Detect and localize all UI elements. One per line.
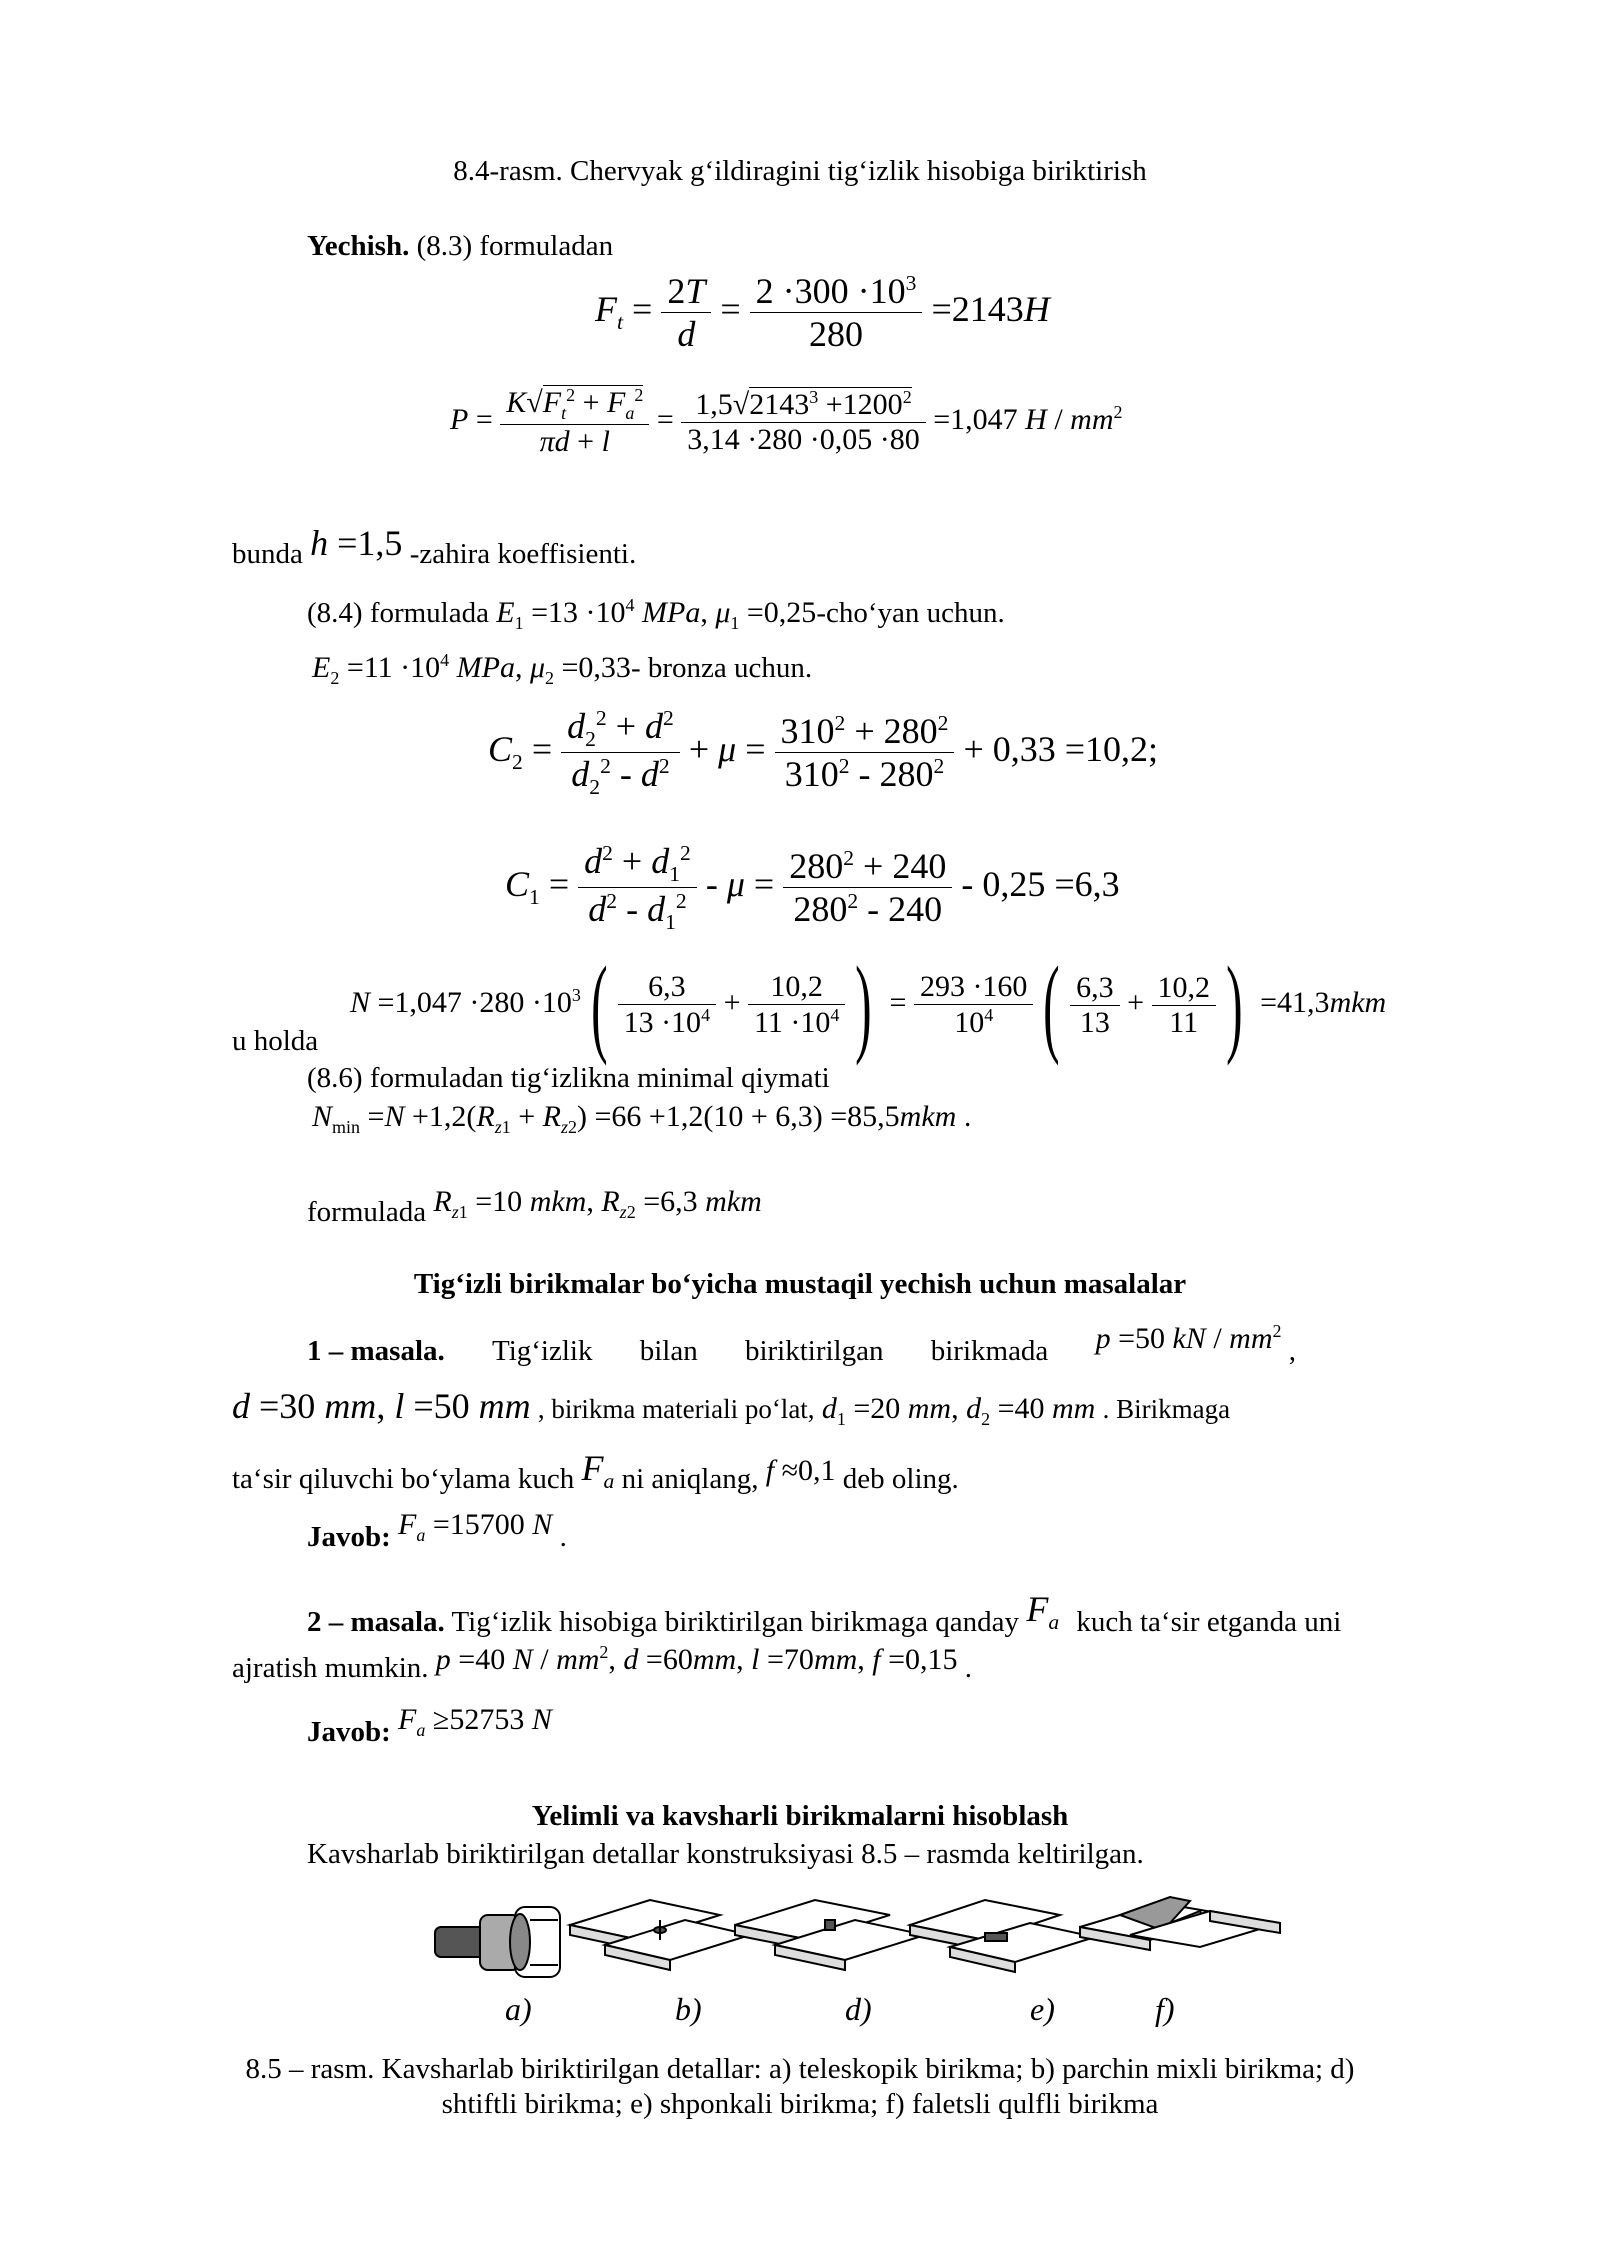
bunda-pre: bunda xyxy=(232,538,303,570)
formula-c1: $C_1$ = $\frac{d^2 + d_1^2}{d^2 - d_1^2}$ - μ = $\frac{280^2 + 240}{280^2 - 240}$ - 0,25 =6,3 xyxy=(505,841,1120,935)
formulada-line: formulada $R_{z1} =10$ mkm, $R_{z2} =6,3$ mkm xyxy=(307,1185,762,1228)
task1-line3: ta‘sir qiluvchi bo‘ylama kuch $F_a$ ni aniqlang, f ≈0,1 deb oling. xyxy=(232,1448,959,1495)
formula-nmin: $N_{min} =N +1,2(R_{z1} + R_{z2}) =66 +1,2(10 + 6,3) =85,5mkm$ . xyxy=(312,1100,972,1137)
task1-line2: d =30 mm, l =50 mm , birikma materiali po‘lat, $d_1 =20$ mm, $d_2 =40$ mm . Birikmaga xyxy=(232,1386,1231,1429)
bunda-line: bunda h =1,5 -zahira koeffisienti. xyxy=(232,523,637,570)
section-title-2: Yelimli va kavsharli birikmalarni hisoblash xyxy=(531,1800,1069,1832)
line-84: (8.4) formulada $E_1 =13 \cdot 10^4$ MPa, $\mu_1$ =0,25-cho‘yan uchun. xyxy=(307,595,1005,633)
task2-line2: ajratish mumkin. p =40 N / $mm^2$, d =60mm, l =70mm, f =0,15 . xyxy=(232,1642,973,1684)
section-title-1: Tig‘izli birikmalar bo‘yicha mustaqil yechish uchun masalalar xyxy=(413,1268,1187,1300)
task1-line1: 1 – masala. Tig‘izlik bilan biriktirilgan birikmada p =50 kN / $mm^2$ , xyxy=(307,1321,1296,1367)
figure-label-d: d) xyxy=(845,1991,872,2027)
u-holda: u holda xyxy=(232,1025,319,1057)
figure-label-f: f) xyxy=(1155,1991,1175,2027)
task2-answer: Javob: $F_a \ge 52753$ N xyxy=(307,1703,552,1748)
task1-label: 1 – masala. xyxy=(307,1335,445,1367)
figure-label-b: b) xyxy=(675,1991,702,2027)
figure-caption-top: 8.4-rasm. Chervyak g‘ildiragini tig‘izlik hisobiga biriktirish xyxy=(453,155,1147,187)
figure-caption-bottom-2: shtiftli birikma; e) shponkali birikma; f) faletsli qulfli birikma xyxy=(441,2088,1159,2120)
solution-label: Yechish. xyxy=(307,230,410,262)
formula-ft: $F_t$ = $\frac{2T}{d}$ = $\frac{2 \cdot 300 \cdot 10^3}{280}$ =2143H xyxy=(595,271,1050,354)
formulada-label: formulada xyxy=(307,1196,427,1228)
solution-intro xyxy=(307,230,613,263)
task2-label: 2 – masala. xyxy=(307,1606,445,1638)
line-84-post: -cho‘yan uchun. xyxy=(816,597,1005,629)
line-e2-post: - bronza uchun. xyxy=(630,652,813,684)
figure-label-e: e) xyxy=(1030,1991,1055,2027)
formula-n: $N =1,047 \cdot 280 \cdot 10^3$( $\frac{6,3}{13 \cdot 10^4}$ + $\frac{10,2}{11 \cdot 10^4}$ ) = $\frac{293 \cdot 160}{10^4}$ ( $\frac{6,3}{13}$ + $\frac{10,2}{11}$ ) =41,3mkm xyxy=(350,944,1387,1066)
figure-caption-bottom-1: 8.5 – rasm. Kavsharlab biriktirilgan detallar: a) teleskopik birikma; b) parchin mixli birikma; d) xyxy=(245,2053,1355,2085)
telescopic-joint-drawing xyxy=(435,1907,560,1977)
intro-2: Kavsharlab biriktirilgan detallar konstruksiyasi 8.5 – rasmda keltirilgan. xyxy=(307,1838,1144,1870)
line-84-pre: (8.4) formulada xyxy=(307,597,489,629)
seam-lock-joint-drawing xyxy=(1080,1897,1280,1950)
task1-answer: Javob: $F_a =15700$ N . xyxy=(307,1508,567,1553)
solution-text: (8.3) formuladan xyxy=(409,230,614,262)
riveted-joint-drawing xyxy=(570,1900,750,1970)
figure-label-a: a) xyxy=(505,1991,532,2027)
task2-line1: 2 – masala. Tig‘izlik hisobiga biriktirilgan birikmaga qanday $F_a$ kuch ta‘sir etganda uni xyxy=(307,1589,1342,1638)
formula-c2: $C_2$ = $\frac{d_2^2 + d^2}{d_2^2 - d^2}$ + μ = $\frac{310^2 + 280^2}{310^2 - 280^2}$ + 0,33 =10,2; xyxy=(488,706,1159,800)
line-86: (8.6) formuladan tig‘izlikna minimal qiymati xyxy=(307,1062,830,1094)
key-joint-drawing xyxy=(910,1900,1095,1972)
line-e2: $E_2 =11 \cdot 10^4$ MPa, $\mu_2 =0,33-$ bronza uchun. xyxy=(312,650,813,688)
formula-p: P = $\frac{K√F_t^2 + F_a^2}{\pi d + l}$ = $\frac{1,5√2143^3 +1200^2}{3,14 \cdot 280 \cdot 0,05 \cdot 80}$ =1,047 H / $mm^2$ xyxy=(450,385,1123,458)
pin-joint-drawing xyxy=(735,1900,925,1970)
soldered-joints-figure xyxy=(430,1885,1290,2035)
bunda-post: -zahira koeffisienti. xyxy=(409,538,637,570)
